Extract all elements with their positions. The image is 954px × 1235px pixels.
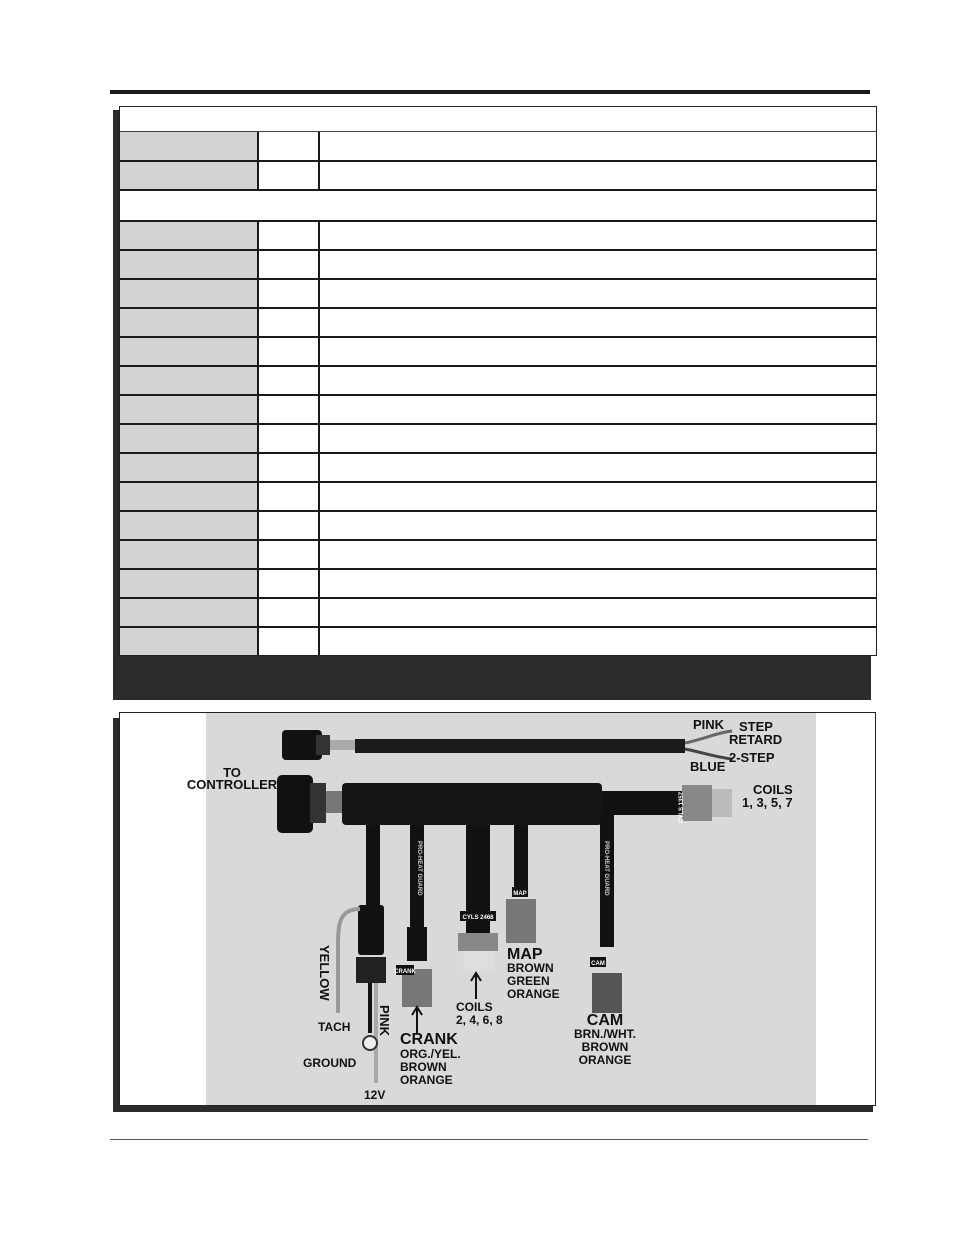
cyls-even-tag-text: CYLS 2468 bbox=[462, 915, 494, 921]
table-row bbox=[120, 394, 876, 423]
map-title: MAP bbox=[507, 946, 543, 963]
step-retard-connector bbox=[282, 730, 732, 760]
to-controller-label-2: CONTROLLER bbox=[186, 777, 278, 792]
ground-label: GROUND bbox=[303, 1056, 357, 1070]
cam-wire-2: BROWN bbox=[581, 1040, 629, 1054]
map-wire-1: BROWN bbox=[507, 961, 554, 975]
coils-even-label-1: COILS bbox=[456, 1000, 493, 1014]
table-row bbox=[120, 220, 876, 249]
map-branch bbox=[506, 825, 536, 943]
coils-odd-label-1: COILS bbox=[753, 782, 793, 797]
map-wire-2: GREEN bbox=[507, 974, 550, 988]
cam-tag-text: CAM bbox=[591, 961, 605, 967]
table-row bbox=[120, 510, 876, 539]
pink-wire-side-label: PINK bbox=[377, 1005, 392, 1037]
table-row bbox=[120, 481, 876, 510]
table-row bbox=[120, 452, 876, 481]
table-row bbox=[120, 160, 876, 189]
cam-wire-1: BRN./WHT. bbox=[574, 1027, 636, 1041]
sleeve-label-2: PRO-HEAT GUARD bbox=[603, 841, 609, 896]
map-tag-text: MAP bbox=[513, 891, 527, 897]
twelve-volt-label: 12V bbox=[364, 1088, 386, 1102]
blue-wire-label: BLUE bbox=[690, 759, 726, 774]
tach-branch bbox=[338, 825, 386, 1083]
step-retard-label-2: RETARD bbox=[729, 732, 783, 747]
footer-rule bbox=[110, 1139, 868, 1140]
harness-illustration bbox=[120, 713, 875, 1105]
map-wire-3: ORANGE bbox=[507, 987, 560, 1001]
tach-label: TACH bbox=[318, 1020, 351, 1034]
coils-even-branch bbox=[458, 825, 498, 971]
table-header-row bbox=[120, 107, 876, 131]
crank-arrow bbox=[412, 1007, 422, 1033]
table-row bbox=[120, 539, 876, 568]
wiring-harness-diagram bbox=[119, 712, 876, 1106]
table-row bbox=[120, 249, 876, 278]
crank-wire-2: BROWN bbox=[400, 1060, 447, 1074]
cyls-odd-tag-text: CYLS 1357 bbox=[679, 791, 685, 823]
table-row bbox=[120, 365, 876, 394]
table-row bbox=[120, 626, 876, 655]
crank-tag-text: CRANK bbox=[394, 969, 416, 975]
crank-wire-1: ORG./YEL. bbox=[400, 1047, 461, 1061]
coils-odd-label-2: 1, 3, 5, 7 bbox=[742, 795, 793, 810]
main-harness-trunk bbox=[277, 775, 732, 833]
table-row bbox=[120, 568, 876, 597]
table-row bbox=[120, 131, 876, 160]
cam-title: CAM bbox=[586, 1012, 624, 1029]
coils-even-arrow bbox=[471, 973, 481, 999]
table-row bbox=[120, 307, 876, 336]
crank-title: CRANK bbox=[400, 1031, 458, 1048]
header-rule bbox=[110, 90, 870, 94]
pink-wire-label: PINK bbox=[693, 717, 725, 732]
step-retard-label-1: STEP bbox=[739, 719, 773, 734]
table-row bbox=[120, 423, 876, 452]
table-row bbox=[120, 336, 876, 365]
to-controller-label-1: TO bbox=[223, 765, 241, 780]
cam-wire-3: ORANGE bbox=[578, 1053, 632, 1067]
table-row bbox=[120, 597, 876, 626]
sleeve-label-1: PRO-HEAT GUARD bbox=[416, 841, 422, 896]
table-row bbox=[120, 278, 876, 307]
table-section-row bbox=[120, 189, 876, 220]
two-step-label: 2-STEP bbox=[729, 750, 775, 765]
crank-wire-3: ORANGE bbox=[400, 1073, 453, 1087]
yellow-wire-label: YELLOW bbox=[317, 945, 332, 1001]
coils-even-label-2: 2, 4, 6, 8 bbox=[456, 1013, 503, 1027]
pinout-table bbox=[119, 106, 877, 656]
